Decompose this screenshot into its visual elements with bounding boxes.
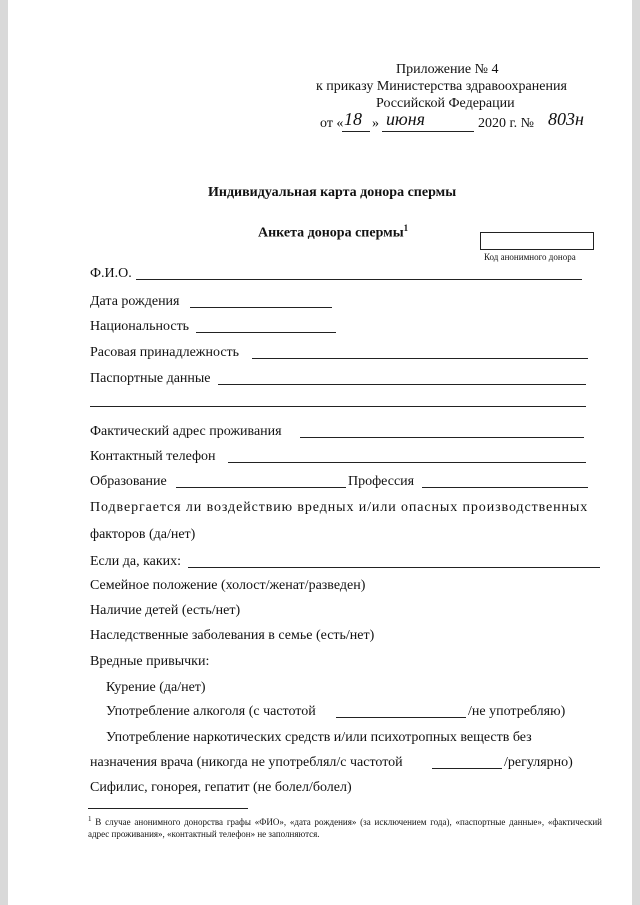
- bad-habits-label: Вредные привычки:: [90, 654, 210, 669]
- alcohol-label-end: /не употребляю): [468, 704, 566, 719]
- education-label: Образование: [90, 474, 167, 489]
- nationality-field[interactable]: [196, 332, 336, 333]
- passport-field[interactable]: [218, 384, 586, 385]
- footnote: $^1$ В случае анонимного донорства графы «ФИО», «дата рождения» (за исключением года), «паспортные данные», «фактический адрес проживания», «контактный телефон» не заполняются.: [88, 815, 602, 839]
- birth-date-field[interactable]: [190, 307, 332, 308]
- anonymous-donor-code-label: Код анонимного донора: [484, 252, 576, 262]
- alcohol-frequency-field[interactable]: [336, 717, 466, 718]
- address-field[interactable]: [300, 437, 584, 438]
- smoking-label: Курение (да/нет): [106, 680, 206, 695]
- fio-field[interactable]: [136, 279, 582, 280]
- drugs-frequency-field[interactable]: [432, 768, 502, 769]
- hazard-question-line-1: Подвергается ли воздействию вредных и/или опасных производственных: [90, 500, 589, 515]
- handwritten-month: июня: [386, 109, 425, 129]
- drugs-label-end: /регулярно): [504, 755, 573, 770]
- appendix-label: Приложение № 4: [396, 62, 499, 77]
- anonymous-donor-code-field[interactable]: [480, 232, 594, 250]
- hazard-question-line-2: факторов (да/нет): [90, 527, 196, 542]
- form-title: Индивидуальная карта донора спермы: [208, 185, 457, 200]
- passport-label: Паспортные данные: [90, 371, 211, 386]
- std-label: Сифилис, гонорея, гепатит (не болел/болел): [90, 780, 352, 795]
- phone-label: Контактный телефон: [90, 449, 216, 464]
- education-field[interactable]: [176, 487, 346, 488]
- hereditary-diseases-label: Наследственные заболевания в семье (есть/нет): [90, 628, 375, 643]
- date-prefix: от «: [320, 116, 344, 131]
- phone-field[interactable]: [228, 462, 586, 463]
- handwritten-day: 18: [344, 109, 362, 129]
- birth-date-label: Дата рождения: [90, 294, 180, 309]
- questionnaire-title: Анкета донора спермы$^1$: [258, 223, 409, 241]
- children-label: Наличие детей (есть/нет): [90, 603, 241, 618]
- if-yes-field[interactable]: [188, 567, 600, 568]
- year-and-number-label: 2020 г. №: [478, 116, 535, 131]
- race-label: Расовая принадлежность: [90, 345, 240, 360]
- profession-field[interactable]: [422, 487, 588, 488]
- address-label: Фактический адрес проживания: [90, 424, 282, 439]
- fio-label: Ф.И.О.: [90, 266, 132, 281]
- drugs-label-line-2: назначения врача (никогда не употреблял/с частотой: [90, 755, 403, 770]
- nationality-label: Национальность: [90, 319, 190, 334]
- if-yes-label: Если да, каких:: [90, 554, 182, 569]
- order-line: к приказу Министерства здравоохранения: [316, 79, 567, 94]
- drugs-label-line-1: Употребление наркотических средств и/или психотропных веществ без: [106, 730, 532, 745]
- profession-label: Профессия: [348, 474, 415, 489]
- footnote-separator: [88, 808, 248, 809]
- federation-line: Российской Федерации: [376, 96, 515, 111]
- handwritten-number: 803н: [548, 109, 584, 129]
- race-field[interactable]: [252, 358, 588, 359]
- passport-field-continued[interactable]: [90, 406, 586, 407]
- marital-status-label: Семейное положение (холост/женат/разведен): [90, 578, 366, 593]
- day-underline: [342, 131, 370, 132]
- month-underline: [382, 131, 474, 132]
- date-mid: »: [372, 116, 379, 131]
- document-page: [8, 0, 632, 905]
- alcohol-label: Употребление алкоголя (с частотой: [106, 704, 316, 719]
